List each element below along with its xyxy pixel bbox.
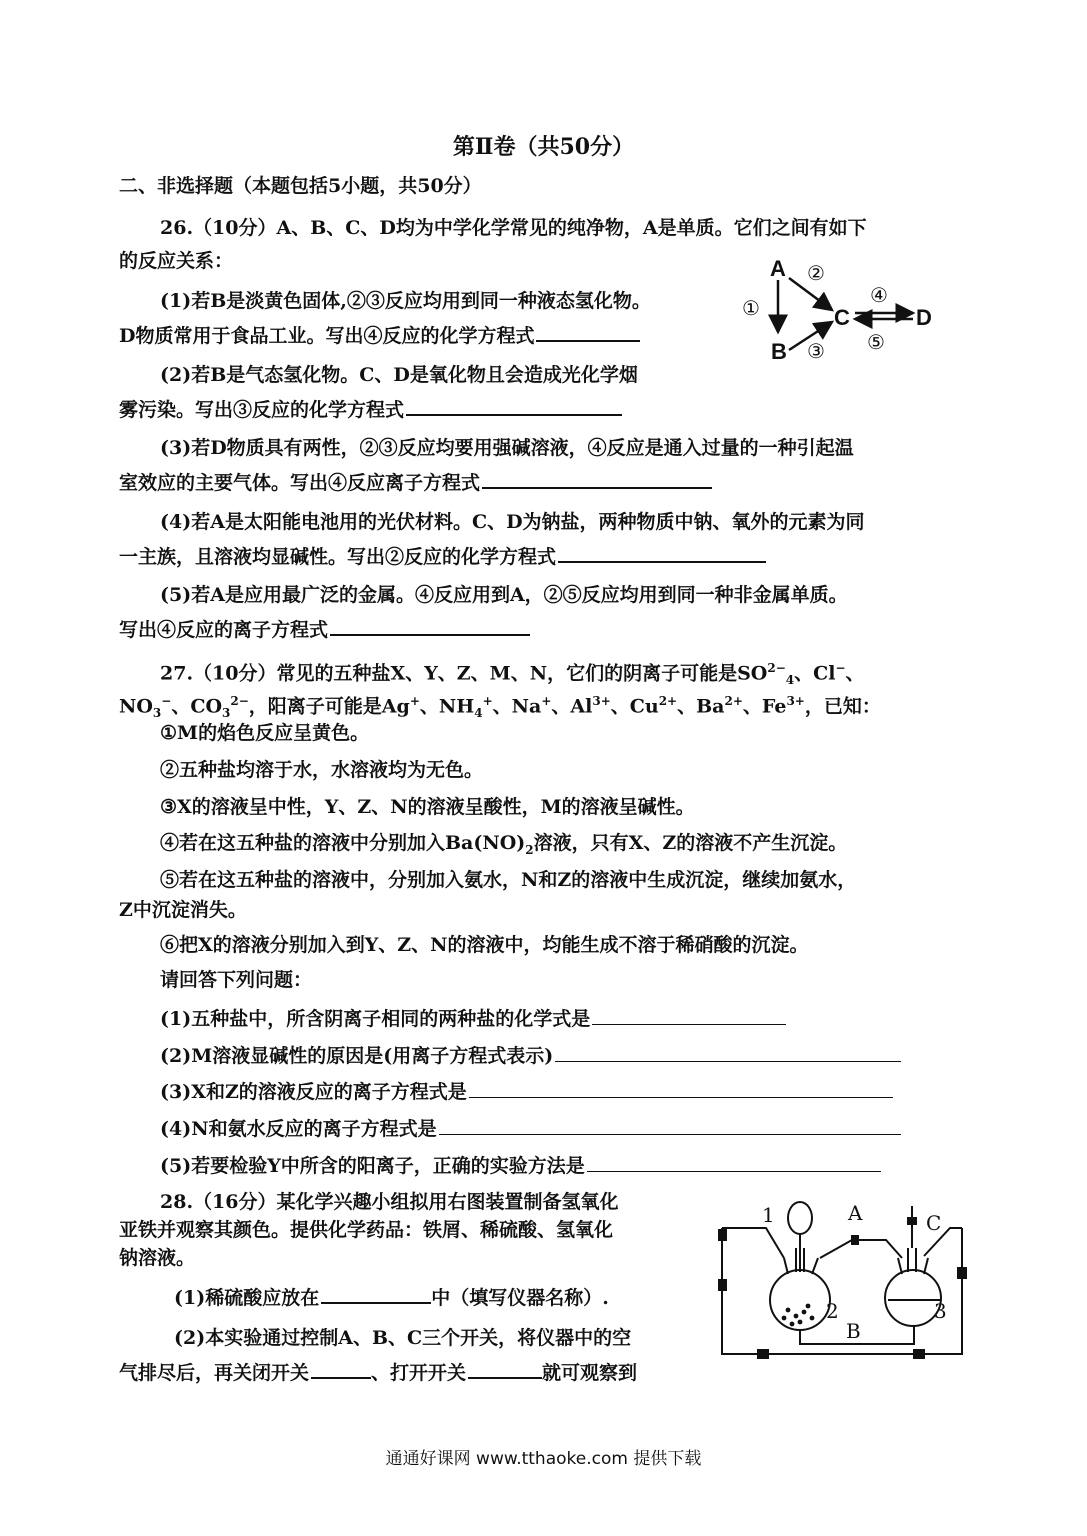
section-heading: 二、非选择题（本题包括5小题，共50分） bbox=[119, 175, 482, 197]
q26-part2-line2 bbox=[119, 395, 622, 423]
q26-part3-text: 室效应的主要气体。写出④反应离子方程式 bbox=[119, 472, 481, 494]
q26-part3-line2 bbox=[119, 468, 712, 496]
q26-part2-text: 雾污染。写出③反应的化学方程式 bbox=[119, 399, 405, 421]
node-a: A bbox=[770, 256, 786, 281]
reaction-relation-diagram bbox=[735, 252, 950, 370]
switch-b-label: B bbox=[846, 1319, 861, 1343]
q26-part4-line1: (4)若A是太阳能电池用的光伏材料。C、D为钠盐，两种物质中钠、氧外的元素为同 bbox=[160, 511, 865, 533]
q28-part2-line2: 气排尽后，再关闭开关 、打开开关 就可观察到 bbox=[119, 1358, 637, 1386]
answer-blank[interactable] bbox=[587, 1152, 881, 1172]
connecting-tube-a bbox=[820, 1240, 902, 1258]
q26-part2-line1: (2)若B是气态氢化物。C、D是氧化物且会造成光化学烟 bbox=[160, 364, 638, 386]
q26-part5-line1: (5)若A是应用最广泛的金属。④反应用到A，②⑤反应均用到同一种非金属单质。 bbox=[160, 584, 848, 606]
answer-blank[interactable] bbox=[558, 542, 766, 563]
answer-blank[interactable] bbox=[482, 468, 712, 489]
q26-intro-line2: 的反应关系： bbox=[119, 250, 234, 272]
node-d: D bbox=[916, 305, 932, 330]
answer-blank[interactable] bbox=[468, 1358, 542, 1379]
answer-blank[interactable] bbox=[555, 1042, 901, 1062]
condition-1: ①M的焰色反应呈黄色。 bbox=[160, 722, 370, 744]
condition-2: ②五种盐均溶于水，水溶液均为无色。 bbox=[160, 759, 484, 781]
label-4: ④ bbox=[870, 283, 888, 307]
node-c: C bbox=[834, 305, 850, 330]
q27-intro-line2: $NO_3^-$、$CO_3^{2-}$，阳离子可能是Ag+、$NH_4^+$、Na+、$Al^{3+}$、$Cu^{2+}$、$Ba^{2+}$、$Fe^{3+}$，已知： bbox=[119, 694, 881, 721]
answer-blank[interactable] bbox=[469, 1078, 893, 1098]
footer-source: 通通好课网 www.tthaoke.com 提供下载 bbox=[385, 1449, 702, 1469]
q26-part1-line1: (1)若B是淡黄色固体,②③反应均用到同一种液态氢化物。 bbox=[160, 290, 651, 312]
q26-part1-line2 bbox=[119, 321, 640, 349]
q26-part1-text: D物质常用于食品工业。写出④反应的化学方程式 bbox=[119, 325, 535, 347]
q28-intro-line2: 亚铁并观察其颜色。提供化学药品：铁屑、稀硫酸、氢氧化 bbox=[119, 1219, 614, 1241]
q27-answer-2: (2)M溶液显碱性的原因是(用离子方程式表示) bbox=[160, 1042, 901, 1069]
q28-part1: (1)稀硫酸应放在 中（填写仪器名称）. bbox=[174, 1283, 609, 1311]
q26-part4-line2 bbox=[119, 542, 766, 570]
answer-blank[interactable] bbox=[406, 395, 622, 416]
q26-part5-line2 bbox=[119, 615, 530, 643]
q27-answer-3: (3)X和Z的溶液反应的离子方程式是 bbox=[160, 1078, 893, 1105]
q27-answer-4: (4)N和氨水反应的离子方程式是 bbox=[160, 1115, 901, 1142]
dropping-funnel bbox=[788, 1202, 812, 1234]
answer-blank[interactable] bbox=[330, 615, 530, 636]
answer-blank[interactable] bbox=[536, 321, 640, 342]
label-3: ③ bbox=[807, 339, 825, 363]
answer-blank[interactable] bbox=[592, 1005, 786, 1025]
q27-intro-line1: 27.（10分）常见的五种盐X、Y、Z、M、N，它们的阴离子可能是$SO^{2-}_4$、Cl−、 bbox=[160, 661, 865, 688]
condition-5-line2: Z中沉淀消失。 bbox=[119, 899, 247, 921]
condition-6: ⑥把X的溶液分别加入到Y、Z、N的溶液中，均能生成不溶于稀硝酸的沉淀。 bbox=[160, 934, 809, 956]
q26-part3-line1: (3)若D物质具有两性，②③反应均要用强碱溶液，④反应是通入过量的一种引起温 bbox=[160, 437, 854, 459]
condition-5-line1: ⑤若在这五种盐的溶液中，分别加入氨水，N和Z的溶液中生成沉淀，继续加氨水， bbox=[160, 869, 857, 891]
answer-blank[interactable] bbox=[311, 1358, 371, 1379]
label-2: 2 bbox=[826, 1299, 839, 1323]
answer-blank[interactable] bbox=[439, 1115, 901, 1135]
flask-3 bbox=[885, 1270, 941, 1326]
label-1: ① bbox=[742, 296, 760, 320]
apparatus-diagram bbox=[718, 1188, 980, 1363]
q26-part5-text: 写出④反应的离子方程式 bbox=[119, 619, 329, 641]
q27-answer-5: (5)若要检验Y中所含的阳离子，正确的实验方法是 bbox=[160, 1152, 881, 1179]
q27-ask: 请回答下列问题： bbox=[160, 969, 313, 991]
node-b: B bbox=[771, 339, 787, 364]
switch-a-label: A bbox=[848, 1201, 863, 1225]
q28-part2-line1: (2)本实验通过控制A、B、C三个开关，将仪器中的空 bbox=[174, 1327, 632, 1349]
q27-answer-1: (1)五种盐中，所含阴离子相同的两种盐的化学式是 bbox=[160, 1005, 786, 1032]
switch-c-label: C bbox=[926, 1211, 942, 1235]
label-5: ⑤ bbox=[867, 330, 885, 354]
q26-intro-line1: 26.（10分）A、B、C、D均为中学化学常见的纯净物，A是单质。它们之间有如下 bbox=[160, 217, 867, 239]
label-1: 1 bbox=[762, 1203, 775, 1227]
q26-part4-text: 一主族，且溶液均显碱性。写出②反应的化学方程式 bbox=[119, 546, 557, 568]
answer-blank[interactable] bbox=[321, 1283, 431, 1304]
paper-section-title: 第Ⅱ卷（共50分） bbox=[452, 134, 635, 160]
condition-4: ④若在这五种盐的溶液中分别加入$Ba(NO)_2$溶液，只有X、Z的溶液不产生沉淀。 bbox=[160, 832, 848, 857]
support-frame bbox=[722, 1228, 962, 1354]
label-2: ② bbox=[807, 261, 825, 285]
q28-intro-line3: 钠溶液。 bbox=[119, 1247, 196, 1269]
condition-3: ③X的溶液呈中性，Y、Z、N的溶液呈酸性，M的溶液呈碱性。 bbox=[160, 796, 695, 818]
q28-intro-line1: 28.（16分）某化学兴趣小组拟用右图装置制备氢氧化 bbox=[160, 1191, 619, 1213]
label-3: 3 bbox=[934, 1299, 947, 1323]
